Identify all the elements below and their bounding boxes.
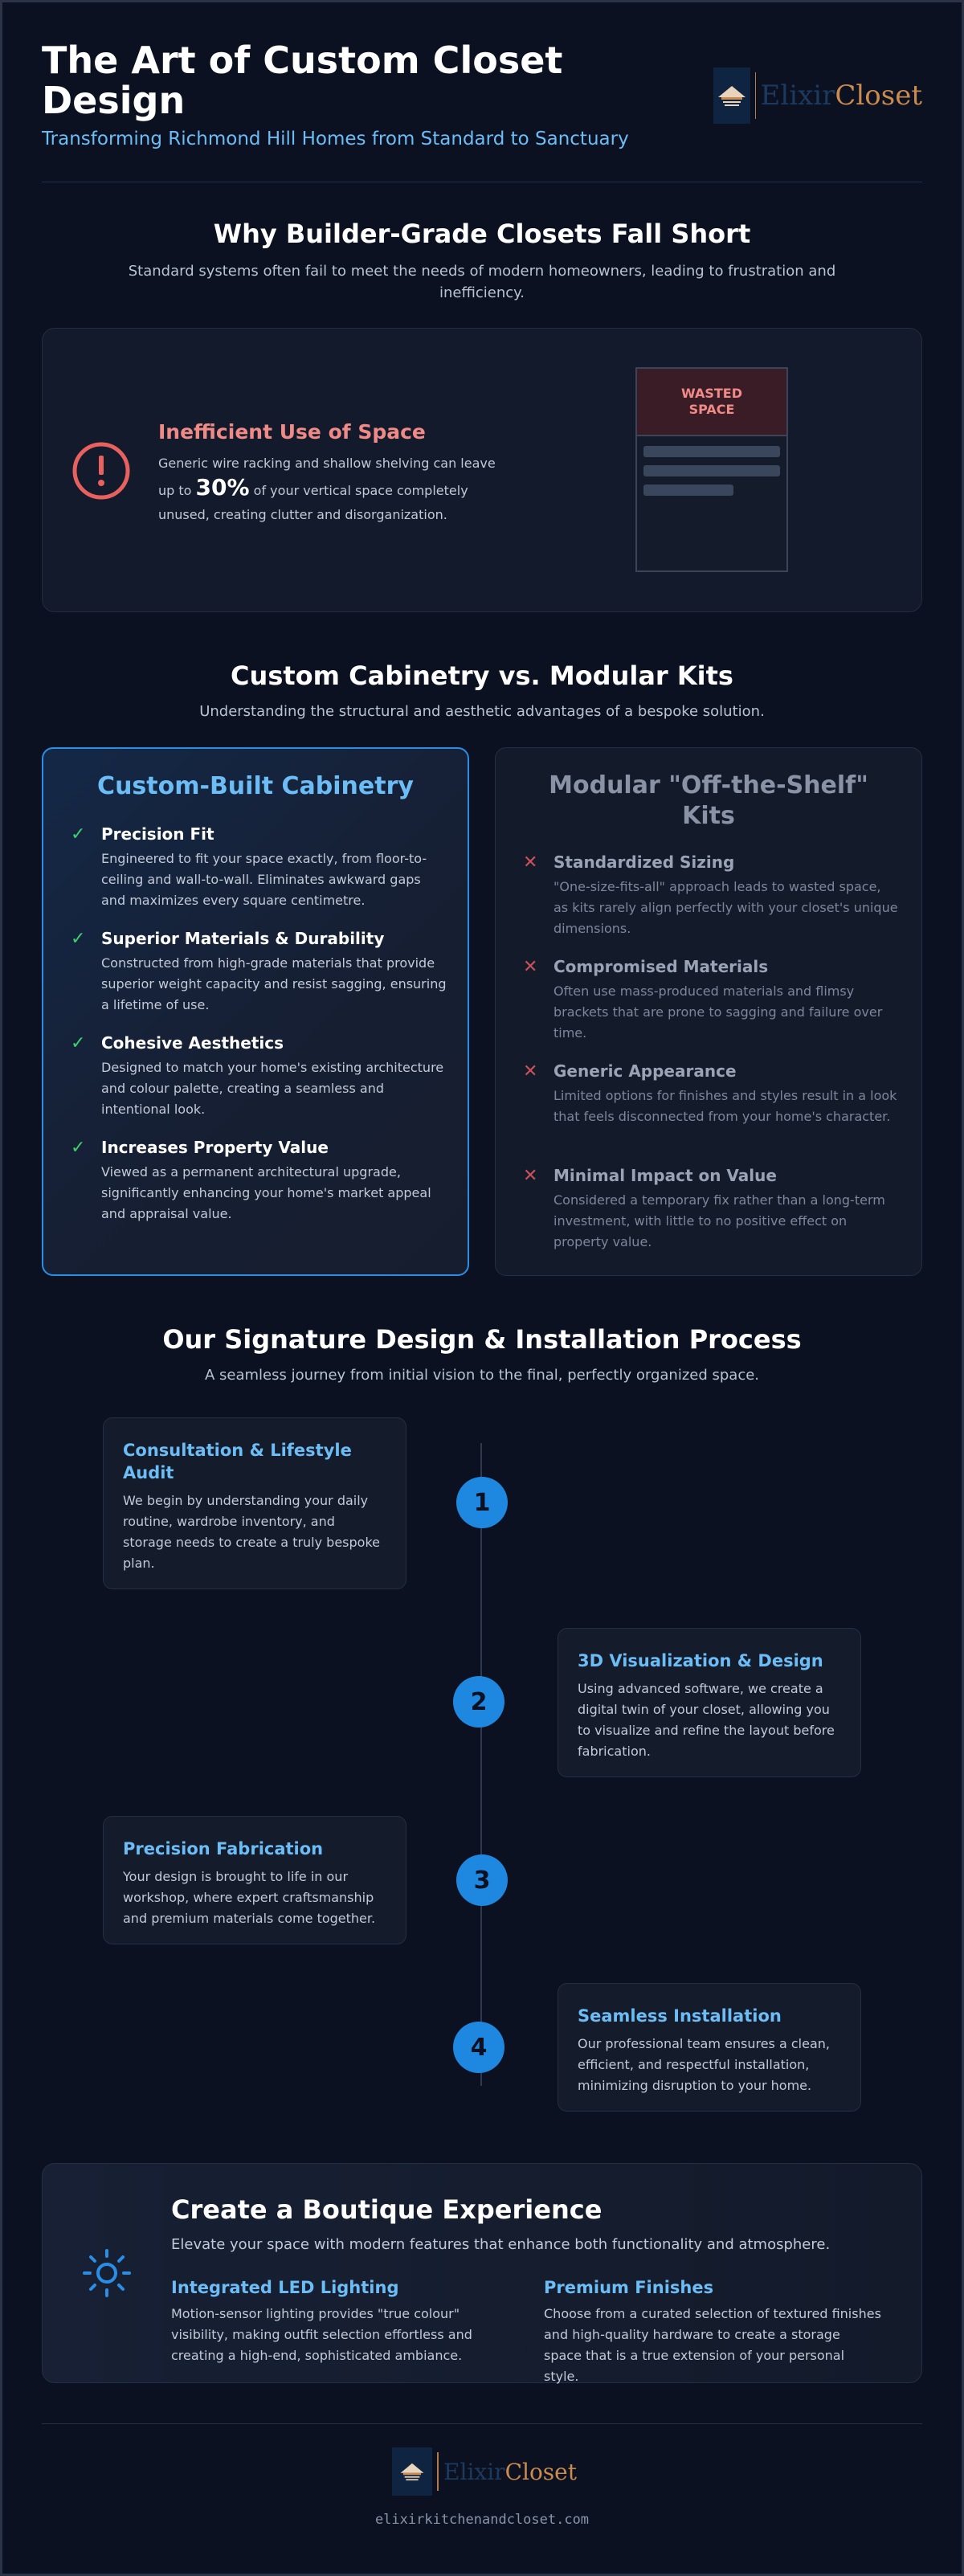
header (42, 40, 922, 185)
boutique-title: Create a Boutique Experience (171, 2194, 602, 2225)
comparison-title: Custom Cabinetry vs. Modular Kits (231, 660, 733, 691)
wasted-space-label: WASTED SPACE (637, 369, 786, 436)
problem-body (158, 452, 512, 527)
feature-body: Engineered to fit your space exactly, from floor-to-ceiling and wall-to-wall. Eliminates awkward gaps and maximizes every square centimetre. (101, 851, 427, 908)
feature-title: Generic Appearance (553, 1061, 737, 1081)
boutique-card (42, 2163, 922, 2383)
brand-logo[interactable] (713, 67, 922, 124)
feature-title: Standardized Sizing (553, 853, 735, 872)
feature-body: Considered a temporary fix rather than a long-term investment, with little to no positive effect on property value. (553, 1192, 885, 1249)
custom-cabinetry-card (42, 747, 469, 1276)
modular-feature (523, 853, 899, 939)
footer-logo[interactable] (392, 2447, 577, 2496)
boutique-feature-title: Integrated LED Lighting (171, 2278, 399, 2297)
problem-stat: 30% (195, 474, 250, 501)
process-step-card (558, 1983, 861, 2112)
shelf-bar (643, 485, 733, 496)
feature-body: Designed to match your home's existing architecture and colour palette, creating a seamless and intentional look. (101, 1060, 444, 1117)
process-section (42, 1324, 922, 1386)
modular-feature (523, 1061, 899, 1127)
cross-icon: ✕ (523, 957, 538, 977)
step-title: Precision Fabrication (123, 1839, 324, 1858)
logo-word-b: Closet (835, 80, 922, 112)
cross-icon: ✕ (523, 1166, 538, 1186)
feature-title: Superior Materials & Durability (101, 929, 385, 948)
custom-feature (71, 1138, 447, 1225)
logo-divider (437, 2452, 439, 2491)
logo-word-a: Elixir (443, 2458, 505, 2485)
feature-body: Constructed from high-grade materials that provide superior weight capacity and resist sagging, ensuring a lifetime of use. (101, 955, 447, 1012)
custom-feature (71, 1033, 447, 1120)
shelf-bar (643, 465, 780, 476)
problem-text (158, 420, 512, 527)
boutique-feature (544, 2278, 881, 2387)
step-number-badge: 2 (453, 1676, 504, 1728)
process-step-card (558, 1628, 861, 1777)
cross-icon: ✕ (523, 853, 538, 873)
logo-wordmark (761, 80, 922, 112)
feature-title: Cohesive Aesthetics (101, 1033, 284, 1053)
logo-mark-icon (713, 67, 750, 124)
process-step-card (103, 1816, 406, 1944)
why-subtitle: Standard systems often fail to meet the needs of modern homeowners, leading to frustration and inefficiency. (128, 263, 836, 301)
step-title: Consultation & Lifestyle Audit (123, 1441, 352, 1482)
boutique-feature (171, 2278, 509, 2366)
modular-kits-card (495, 747, 922, 1276)
why-title: Why Builder-Grade Closets Fall Short (213, 219, 751, 249)
step-number-badge: 4 (453, 2022, 504, 2073)
logo-mark-icon (392, 2447, 432, 2496)
boutique-feature-body: Motion-sensor lighting provides "true colour" visibility, making outfit selection effortless and creating a high-end, sophisticated ambiance. (171, 2306, 472, 2363)
comparison-section (42, 660, 922, 722)
alert-circle-icon (71, 441, 131, 501)
boutique-subtitle: Elevate your space with modern features that enhance both functionality and atmosphere. (171, 2236, 831, 2253)
why-section (42, 219, 922, 304)
page-subtitle: Transforming Richmond Hill Homes from Standard to Sanctuary (42, 129, 629, 149)
shelf-bar (643, 446, 780, 457)
check-icon: ✓ (71, 824, 86, 844)
comparison-subtitle: Understanding the structural and aesthetic advantages of a bespoke solution. (199, 703, 765, 720)
modular-feature (523, 957, 899, 1044)
modular-title: Modular "Off-the-Shelf" Kits (549, 771, 868, 830)
step-body: Using advanced software, we create a digital twin of your closet, allowing you to visualize and refine the layout before fabrication. (578, 1681, 835, 1759)
check-icon: ✓ (71, 1033, 86, 1053)
feature-title: Increases Property Value (101, 1138, 329, 1157)
step-body: We begin by understanding your daily routine, wardrobe inventory, and storage needs to create a truly bespoke plan. (123, 1493, 380, 1571)
logo-word-b: Closet (504, 2458, 577, 2485)
feature-body: Limited options for finishes and styles result in a look that feels disconnected from your home's character. (553, 1088, 897, 1124)
step-title: 3D Visualization & Design (578, 1651, 823, 1670)
problem-card (42, 328, 922, 612)
modular-feature (523, 1166, 899, 1253)
step-title: Seamless Installation (578, 2006, 782, 2026)
process-step-card (103, 1417, 406, 1589)
check-icon: ✓ (71, 929, 86, 949)
logo-divider (755, 72, 756, 119)
page-title: The Art of Custom Closet Design (42, 39, 563, 122)
problem-title: Inefficient Use of Space (158, 420, 426, 444)
cross-icon: ✕ (523, 1061, 538, 1082)
feature-body: Viewed as a permanent architectural upgrade, significantly enhancing your home's market appeal and appraisal value. (101, 1164, 431, 1221)
problem-body-post: of your vertical space completely unused, creating clutter and disorganization. (158, 483, 468, 522)
wasted-space-graphic (635, 367, 788, 572)
step-body: Our professional team ensures a clean, efficient, and respectful installation, minimizing disruption to your home. (578, 2036, 830, 2093)
problem-body-pre: Generic wire racking and shallow shelving can leave up to (158, 456, 496, 498)
footer-divider (42, 2423, 922, 2424)
footer-url-link[interactable]: elixirkitchenandcloset.com (374, 2512, 590, 2528)
boutique-feature-body: Choose from a curated selection of textured finishes and high-quality hardware to create a storage space that is a true extension of your personal style. (544, 2306, 881, 2384)
logo-word-a: Elixir (760, 80, 835, 112)
feature-body: "One-size-fits-all" approach leads to wasted space, as kits rarely align perfectly with your closet's unique dimensions. (553, 879, 898, 936)
check-icon: ✓ (71, 1138, 86, 1158)
process-title: Our Signature Design & Installation Process (162, 1324, 802, 1355)
step-body: Your design is brought to life in our workshop, where expert craftsmanship and premium materials come together. (123, 1869, 376, 1926)
timeline-line (480, 1443, 482, 2086)
feature-title: Precision Fit (101, 824, 214, 844)
step-number-badge: 1 (456, 1477, 508, 1528)
sun-icon (81, 2247, 133, 2299)
step-number-badge: 3 (456, 1854, 508, 1906)
process-subtitle: A seamless journey from initial vision to the final, perfectly organized space. (204, 1367, 760, 1384)
feature-title: Minimal Impact on Value (553, 1166, 777, 1185)
custom-feature (71, 824, 447, 911)
custom-feature (71, 929, 447, 1016)
feature-body: Often use mass-produced materials and flimsy brackets that are prone to sagging and failure over time. (553, 983, 883, 1041)
custom-title: Custom-Built Cabinetry (97, 772, 414, 800)
feature-title: Compromised Materials (553, 957, 769, 976)
boutique-feature-title: Premium Finishes (544, 2278, 714, 2297)
logo-wordmark (443, 2459, 577, 2485)
